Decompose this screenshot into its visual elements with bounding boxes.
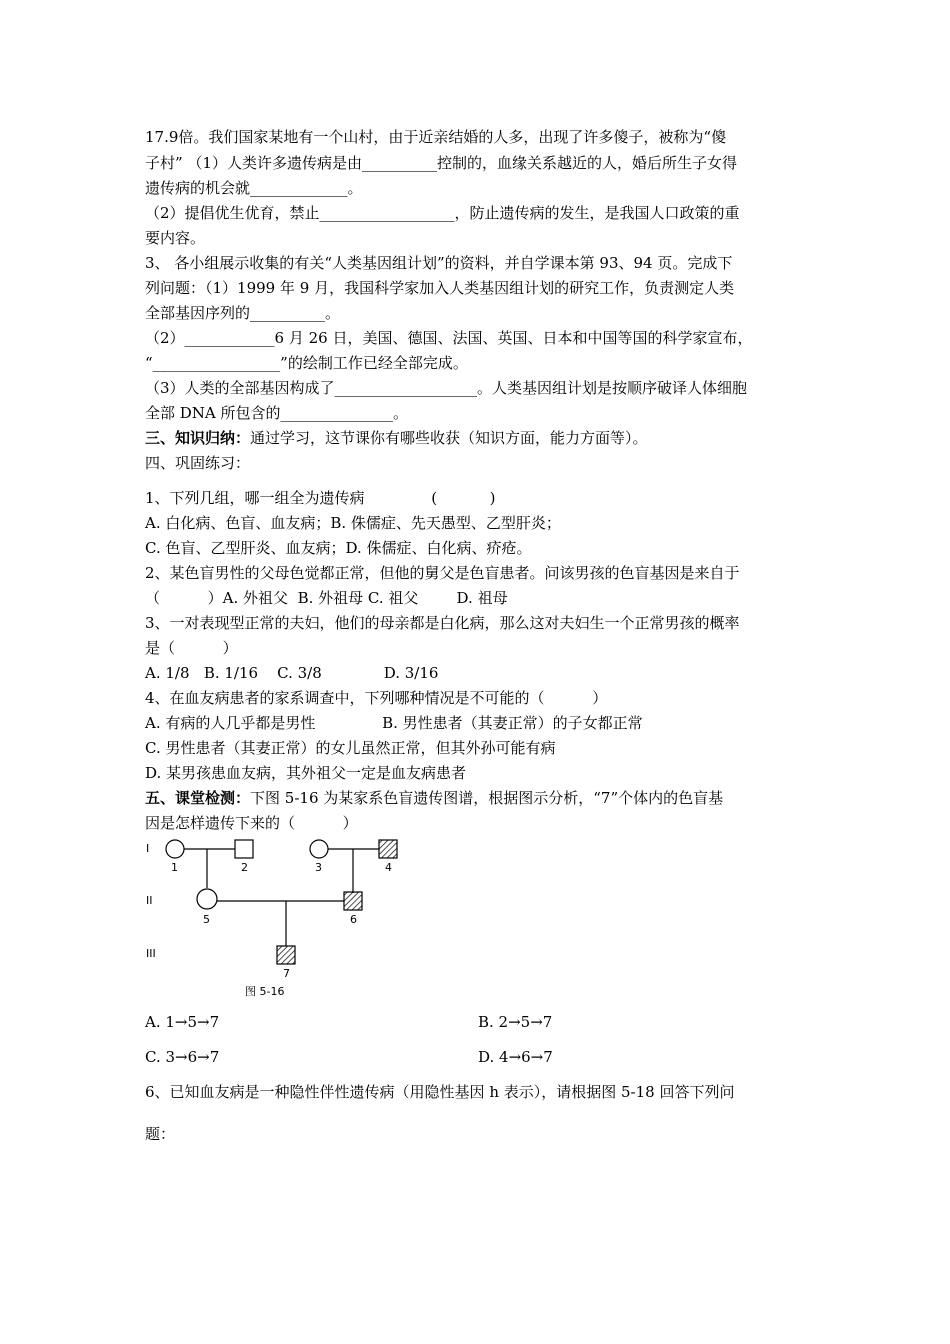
individual-number-7: 7: [283, 967, 290, 980]
pedigree-diagram: [140, 833, 440, 1003]
text-line-2: 子村” （1）人类许多遗传病是由__________控制的，血缘关系越近的人，婚后所生子女得: [145, 154, 737, 172]
individual-5-female: [197, 889, 217, 909]
individual-number-2: 2: [241, 861, 248, 874]
text-line-7: 列问题：（1）1999 年 9 月，我国科学家加入人类基因组计划的研究工作，负责测定人类: [145, 279, 735, 297]
question-3-cont: 是（ ）: [145, 639, 238, 657]
individual-7-affected-male: [277, 946, 295, 964]
text-line-12: 全部 DNA 所包含的_______________。: [145, 404, 409, 422]
question-4-options-ab: A. 有病的人几乎都是男性 B. 男性患者（其妻正常）的子女都正常: [145, 714, 643, 732]
section-heading-summary: 三、知识归纳：通过学习，这节课你有哪些收获（知识方面，能力方面等）。: [145, 429, 648, 447]
answer-option-b: B. 2→5→7: [478, 1013, 553, 1031]
individual-number-3: 3: [315, 861, 322, 874]
text-line-1: 17.9倍。我们国家某地有一个山村，由于近亲结婚的人多，出现了许多傻子，被称为“傻: [145, 128, 727, 146]
question-6: 6、已知血友病是一种隐性伴性遗传病（用隐性基因 h 表示），请根据图 5-18 回答下列问: [145, 1083, 735, 1101]
question-6-cont: 题：: [145, 1125, 176, 1143]
question-2: 2、某色盲男性的父母色觉都正常，但他的舅父是色盲患者。问该男孩的色盲基因是来自于: [145, 564, 740, 582]
question-2-options: （ ）A. 外祖父 B. 外祖母 C. 祖父 D. 祖母: [145, 589, 508, 607]
text-line-9: （2）____________6 月 26 日，美国、德国、法国、英国、日本和中国等国的科学家宣布，: [145, 329, 753, 347]
section-heading-practice: 四、巩固练习：: [145, 454, 251, 472]
answer-option-a: A. 1→5→7: [145, 1013, 220, 1031]
individual-6-affected-male: [344, 892, 362, 910]
generation-label-3: III: [146, 947, 156, 960]
question-1: 1、下列几组，哪一组全为遗传病 ( ): [145, 489, 496, 507]
question-4-option-d: D. 某男孩患血友病，其外祖父一定是血友病患者: [145, 764, 467, 782]
individual-2-male: [235, 840, 253, 858]
figure-caption: 图 5-16: [245, 985, 285, 998]
question-4: 4、在血友病患者的家系调查中，下列哪种情况是不可能的（ ）: [145, 689, 608, 707]
individual-number-1: 1: [171, 861, 178, 874]
text-line-10: “_________________”的绘制工作已经全部完成。: [145, 354, 468, 372]
generation-label-2: II: [146, 894, 153, 907]
answer-option-d: D. 4→6→7: [478, 1048, 553, 1066]
individual-number-5: 5: [203, 913, 210, 926]
question-1-options-cd: C. 色盲、乙型肝炎、血友病；D. 侏儒症、白化病、疥疮。: [145, 539, 532, 557]
question-5-cont: 因是怎样遗传下来的（ ）: [145, 814, 358, 832]
question-3-options: A. 1/8 B. 1/16 C. 3/8 D. 3/16: [145, 664, 439, 682]
text-line-4: （2）提倡优生优育，禁止__________________，防止遗传病的发生，是我国人口政策的重: [145, 204, 740, 222]
text-line-6: 3、 各小组展示收集的有关“人类基因组计划”的资料，并自学课本第 93、94 页。完成下: [145, 254, 733, 272]
text-line-5: 要内容。: [145, 229, 206, 247]
individual-1-female: [166, 840, 184, 858]
section-heading-test: 五、课堂检测：下图 5-16 为某家系色盲遗传图谱，根据图示分析，“7”个体内的色盲基: [145, 789, 724, 807]
question-1-options-ab: A. 白化病、色盲、血友病；B. 侏儒症、先天愚型、乙型肝炎；: [145, 514, 561, 532]
text-line-11: （3）人类的全部基因构成了___________________。人类基因组计划是按顺序破译人体细胞: [145, 379, 748, 397]
text-line-3: 遗传病的机会就_____________。: [145, 179, 363, 197]
text-line-8: 全部基因序列的__________。: [145, 304, 341, 322]
answer-option-c: C. 3→6→7: [145, 1048, 220, 1066]
individual-number-6: 6: [350, 913, 357, 926]
question-4-option-c: C. 男性患者（其妻正常）的女儿虽然正常，但其外孙可能有病: [145, 739, 556, 757]
question-3: 3、一对表现型正常的夫妇，他们的母亲都是白化病，那么这对夫妇生一个正常男孩的概率: [145, 614, 740, 632]
individual-4-affected-male: [379, 840, 397, 858]
individual-number-4: 4: [385, 861, 392, 874]
individual-3-female: [310, 840, 328, 858]
generation-label-1: I: [146, 842, 150, 855]
